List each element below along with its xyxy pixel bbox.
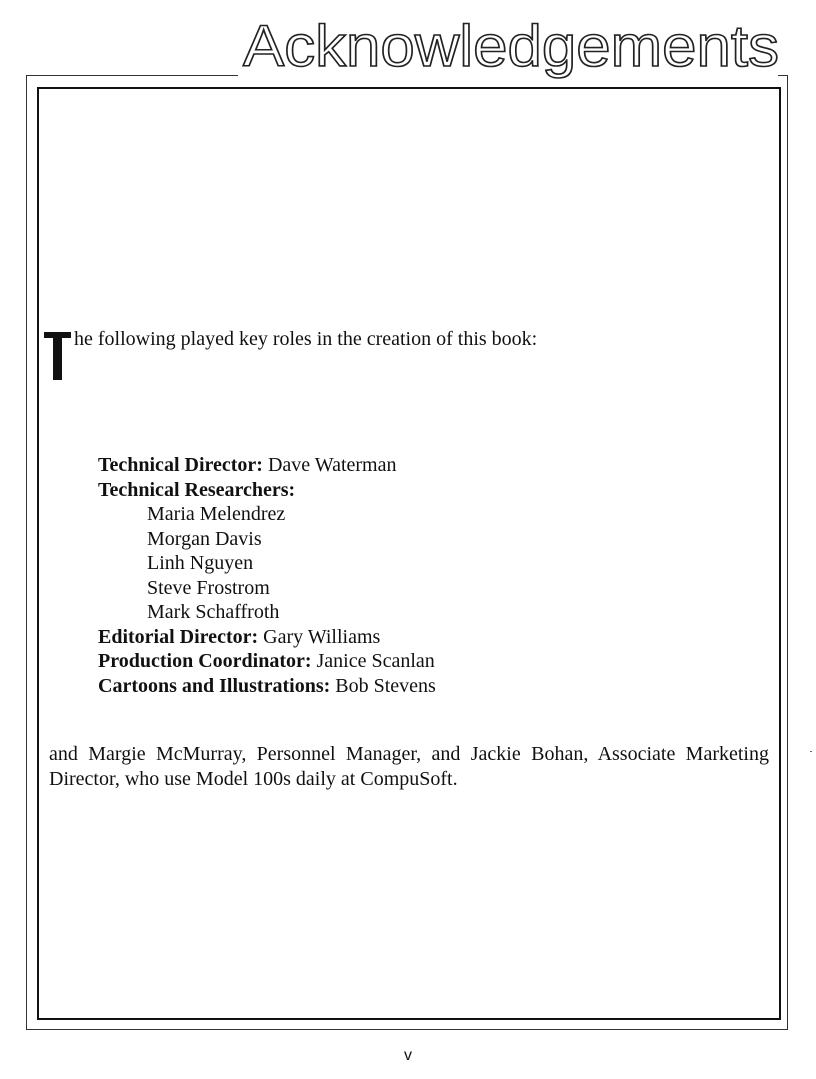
credit-role: Editorial Director:: [98, 625, 259, 648]
closing-paragraph: and Margie McMurray, Personnel Manager, and Jackie Bohan, Associate Marketing Director, who use Model 100s daily at CompuSoft.: [49, 743, 769, 790]
researcher-list: [98, 502, 436, 625]
scan-speck: [810, 751, 812, 752]
credit-name: Gary Williams: [263, 625, 381, 648]
credit-name: Janice Scanlan: [316, 650, 435, 672]
credit-technical-director: [98, 453, 436, 478]
credit-name: Bob Stevens: [335, 674, 436, 697]
credit-role: Production Coordinator:: [98, 650, 312, 672]
intro-text: he following played key roles in the creation of this book:: [74, 328, 538, 350]
page-title: Acknowledgements: [243, 14, 779, 79]
researcher-name: Morgan Davis: [147, 527, 262, 550]
researcher-name: Steve Frostrom: [147, 576, 270, 599]
credit-cartoons-illustrations: [98, 674, 436, 699]
credit-editorial-director: [98, 625, 436, 650]
researcher-name: Mark Schaffroth: [147, 601, 280, 623]
page-number: v: [404, 1047, 412, 1064]
credit-name: Dave Waterman: [267, 454, 397, 476]
credit-role: Technical Researchers:: [98, 478, 296, 501]
dropcap-t: [44, 332, 72, 380]
credit-technical-researchers: [98, 478, 436, 503]
credit-role: Cartoons and Illustrations:: [98, 674, 331, 697]
credit-role: Technical Director:: [98, 454, 263, 476]
credit-production-coordinator: [98, 649, 436, 674]
page-title-graphic: [0, 0, 816, 80]
researcher-name: Maria Melendrez: [147, 503, 286, 525]
researcher-name: Linh Nguyen: [147, 552, 254, 574]
page-title-area: [0, 0, 816, 80]
credits-list: [98, 453, 436, 698]
